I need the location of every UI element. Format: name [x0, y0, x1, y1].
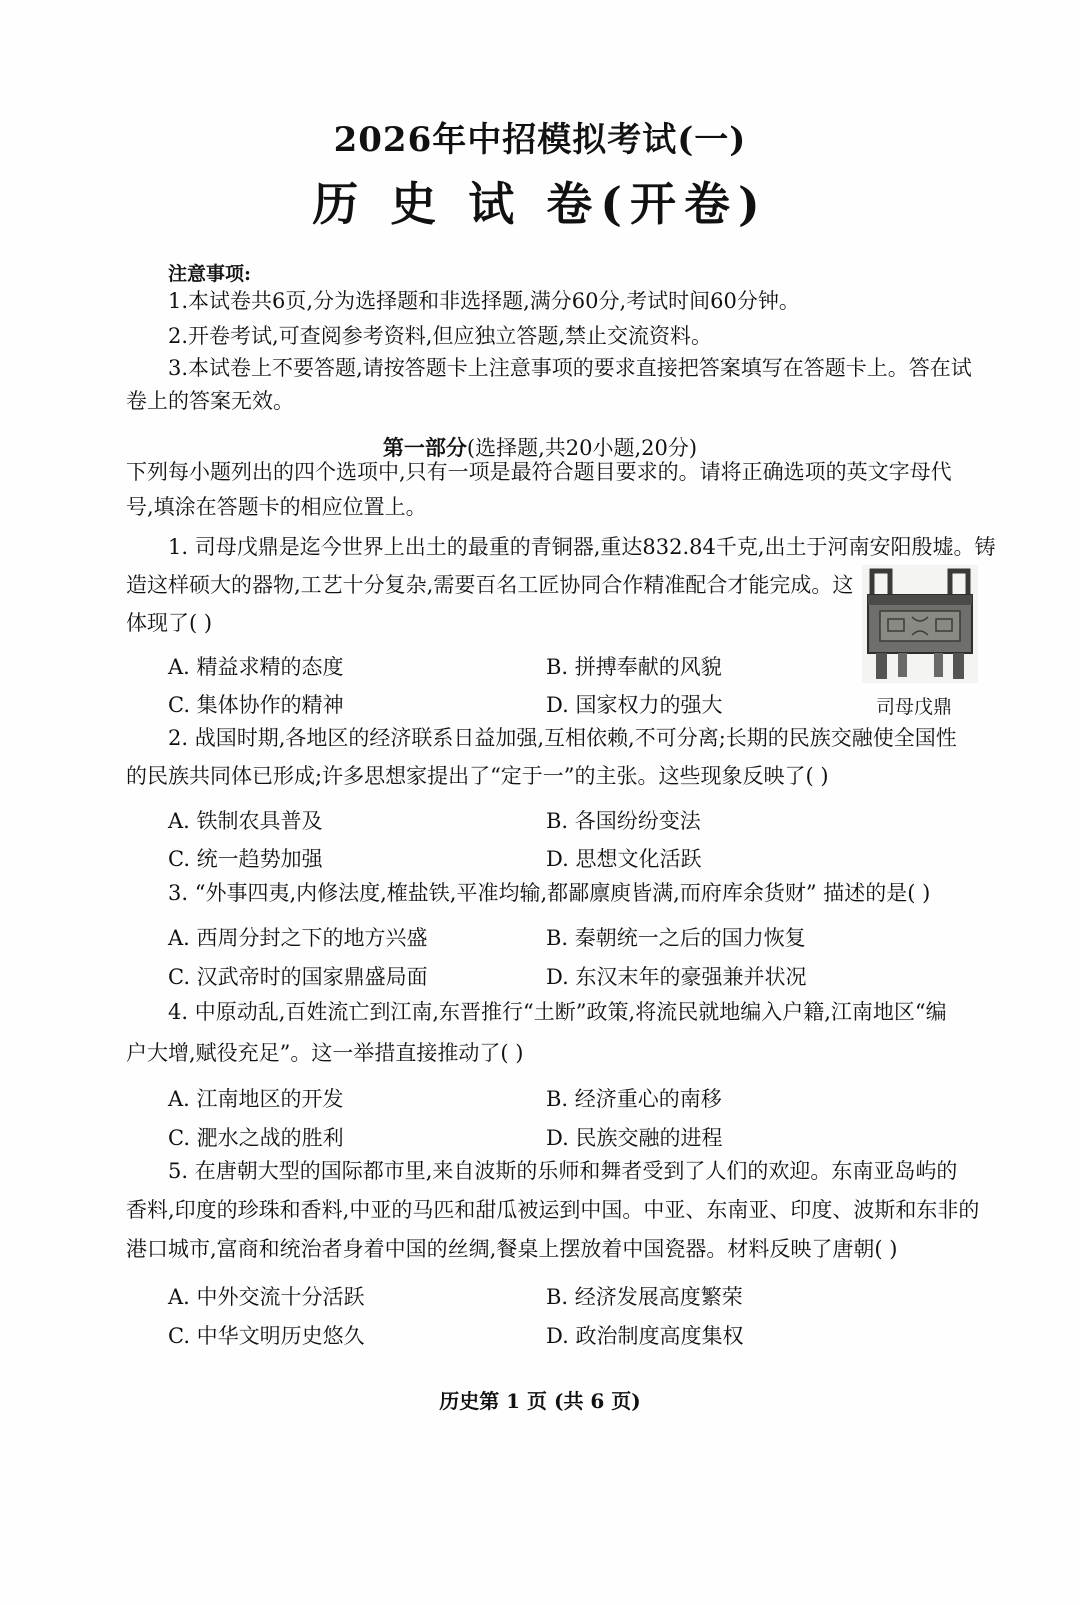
question-4-option-a[interactable]: A. 江南地区的开发: [168, 1087, 344, 1111]
exam-title: 2026年中招模拟考试(一): [333, 120, 747, 160]
question-1-option-b[interactable]: B. 拼搏奉献的风貌: [546, 655, 722, 679]
question-2-option-b[interactable]: B. 各国纷纷变法: [546, 809, 701, 833]
section-title-main: 第一部分: [382, 435, 467, 460]
question-5-option-b[interactable]: B. 经济发展高度繁荣: [546, 1285, 743, 1309]
ding-caption: 司母戊鼎: [876, 696, 953, 718]
question-4-line-2: 户大增,赋役充足”。这一举措直接推动了( ): [126, 1041, 524, 1065]
question-1-line-2: 造这样硕大的器物,工艺十分复杂,需要百名工匠协同合作精准配合才能完成。这: [126, 573, 854, 597]
question-4-option-c[interactable]: C. 淝水之战的胜利: [168, 1126, 344, 1150]
question-1-option-a[interactable]: A. 精益求精的态度: [168, 655, 344, 679]
ding-figure: [862, 565, 978, 683]
notice-heading: 注意事项:: [168, 263, 252, 285]
question-5-line-1: 5. 在唐朝大型的国际都市里,来自波斯的乐师和舞者受到了人们的欢迎。东南亚岛屿的: [168, 1159, 958, 1183]
bronze-ding-icon: [862, 565, 978, 683]
question-2-line-2: 的民族共同体已形成;许多思想家提出了“定于一”的主张。这些现象反映了( ): [126, 764, 829, 788]
section-instruction-2: 号,填涂在答题卡的相应位置上。: [126, 495, 427, 519]
question-4-option-b[interactable]: B. 经济重心的南移: [546, 1087, 722, 1111]
question-3-option-a[interactable]: A. 西周分封之下的地方兴盛: [168, 926, 428, 950]
question-1-option-c[interactable]: C. 集体协作的精神: [168, 693, 344, 717]
question-3-line-1: 3. “外事四夷,内修法度,榷盐铁,平准均输,都鄙廪庾皆满,而府库余货财” 描述的是( ): [168, 881, 931, 905]
question-1-line-3: 体现了( ): [126, 611, 213, 635]
notice-item-3: 3.本试卷上不要答题,请按答题卡上注意事项的要求直接把答案填写在答题卡上。答在试: [168, 356, 972, 380]
question-5-option-a[interactable]: A. 中外交流十分活跃: [168, 1285, 365, 1309]
question-5-option-d[interactable]: D. 政治制度高度集权: [546, 1324, 744, 1348]
question-2-option-c[interactable]: C. 统一趋势加强: [168, 847, 323, 871]
question-5-option-c[interactable]: C. 中华文明历史悠久: [168, 1324, 365, 1348]
question-2-option-d[interactable]: D. 思想文化活跃: [546, 847, 702, 871]
section-title-detail: (选择题,共20小题,20分): [466, 436, 698, 460]
question-1-option-d[interactable]: D. 国家权力的强大: [546, 693, 723, 717]
section-title: [0, 432, 1080, 462]
question-2-line-1: 2. 战国时期,各地区的经济联系日益加强,互相依赖,不可分离;长期的民族交融使全国性: [168, 726, 957, 750]
notice-item-3-cont: 卷上的答案无效。: [126, 389, 294, 413]
question-5-line-2: 香料,印度的珍珠和香料,中亚的马匹和甜瓜被运到中国。中亚、东南亚、印度、波斯和东非的: [126, 1198, 980, 1222]
subject-title: 历 史 试 卷(开卷): [312, 177, 768, 231]
section-instruction-1: 下列每小题列出的四个选项中,只有一项是最符合题目要求的。请将正确选项的英文字母代: [126, 460, 952, 484]
question-3-option-c[interactable]: C. 汉武帝时的国家鼎盛局面: [168, 965, 428, 989]
question-3-option-b[interactable]: B. 秦朝统一之后的国力恢复: [546, 926, 806, 950]
notice-item-2: 2.开卷考试,可查阅参考资料,但应独立答题,禁止交流资料。: [168, 324, 713, 348]
notice-item-1: 1.本试卷共6页,分为选择题和非选择题,满分60分,考试时间60分钟。: [168, 289, 800, 313]
question-1-line-1: 1. 司母戊鼎是迄今世界上出土的最重的青铜器,重达832.84千克,出土于河南安阳殷墟。铸: [168, 535, 996, 559]
question-3-option-d[interactable]: D. 东汉末年的豪强兼并状况: [546, 965, 807, 989]
question-2-option-a[interactable]: A. 铁制农具普及: [168, 809, 323, 833]
question-4-option-d[interactable]: D. 民族交融的进程: [546, 1126, 723, 1150]
page-footer: 历史第 1 页 (共 6 页): [439, 1389, 641, 1413]
question-4-line-1: 4. 中原动乱,百姓流亡到江南,东晋推行“土断”政策,将流民就地编入户籍,江南地区“编: [168, 1000, 947, 1024]
question-5-line-3: 港口城市,富商和统治者身着中国的丝绸,餐桌上摆放着中国瓷器。材料反映了唐朝( ): [126, 1237, 898, 1261]
